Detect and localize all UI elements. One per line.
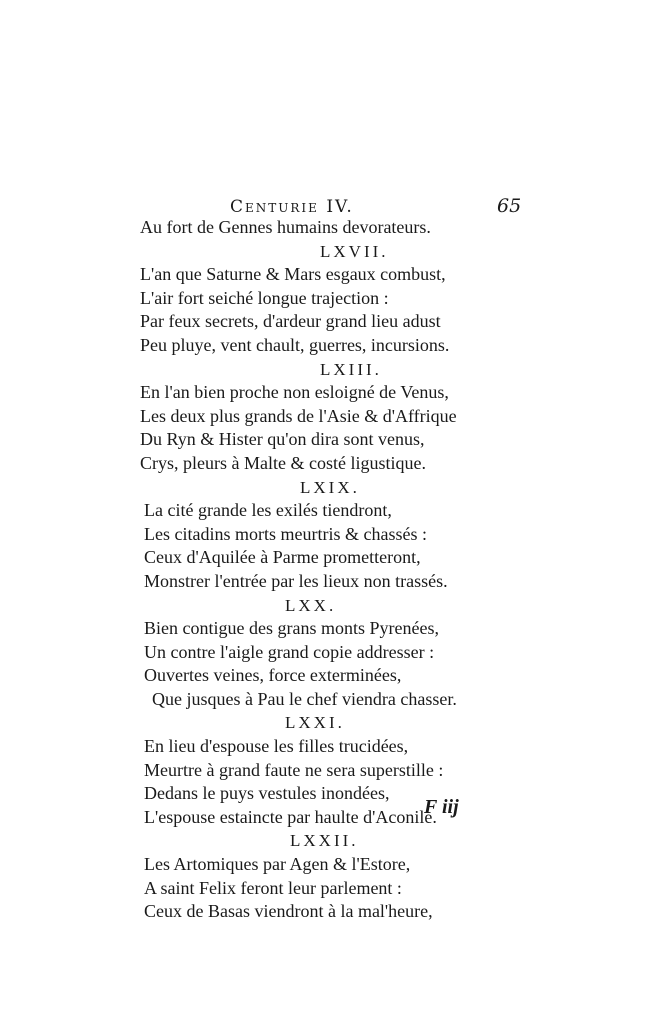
verse-line: Un contre l'aigle grand copie addresser : — [144, 641, 435, 662]
verse-line: Meurtre à grand faute ne sera superstille : — [144, 759, 444, 780]
verse-line: Les deux plus grands de l'Asie & d'Affrique — [140, 405, 457, 426]
verse-line: En lieu d'espouse les filles trucidées, — [144, 736, 409, 757]
running-head: Centurie IV. — [230, 197, 354, 217]
quatrain-number: LXXI. — [285, 713, 345, 733]
verse-line: Ceux de Basas viendront à la mal'heure, — [144, 901, 433, 922]
verse-line: Monstrer l'entrée par les lieux non trassés. — [144, 570, 448, 591]
verse-line: Du Ryn & Hister qu'on dira sont venus, — [140, 429, 425, 450]
verse-line: Les citadins morts meurtris & chassés : — [144, 523, 427, 544]
verse-line: Ouvertes veines, force exterminées, — [144, 665, 402, 686]
verse-line: En l'an bien proche non esloigné de Venus, — [140, 382, 449, 403]
verse-line: Que jusques à Pau le chef viendra chasser. — [152, 688, 457, 709]
verse-line: Par feux secrets, d'ardeur grand lieu adust — [140, 311, 441, 332]
quatrain-number: LXIX. — [300, 477, 360, 497]
signature-mark: F iij — [424, 796, 459, 818]
quatrain-text — [140, 216, 520, 924]
verse-line: Les Artomiques par Agen & l'Estore, — [144, 854, 411, 875]
quatrain-number: LXIII. — [320, 359, 382, 379]
verse-line: La cité grande les exilés tiendront, — [144, 500, 392, 521]
page-number: 65 — [497, 195, 522, 217]
quatrain-number: LXVII. — [320, 241, 389, 261]
verse-line: L'an que Saturne & Mars esgaux combust, — [140, 264, 446, 285]
verse-line: Au fort de Gennes humains devorateurs. — [140, 217, 431, 237]
verse-line: Ceux d'Aquilée à Parme prometteront, — [144, 547, 421, 568]
verse-line: Bien contigue des grans monts Pyrenées, — [144, 618, 439, 639]
verse-line: Peu pluye, vent chault, guerres, incursions. — [140, 334, 450, 355]
verse-line: L'espouse estaincte par haulte d'Aconile. — [144, 806, 437, 827]
quatrain-number: LXXII. — [290, 831, 359, 851]
verse-line: Dedans le puys vestules inondées, — [144, 783, 390, 804]
verse-line: Crys, pleurs à Malte & costé ligustique. — [140, 452, 426, 473]
quatrain-number: LXX. — [285, 595, 337, 615]
verse-line: L'air fort seiché longue trajection : — [140, 287, 389, 308]
verse-line: A saint Felix feront leur parlement : — [144, 877, 402, 898]
